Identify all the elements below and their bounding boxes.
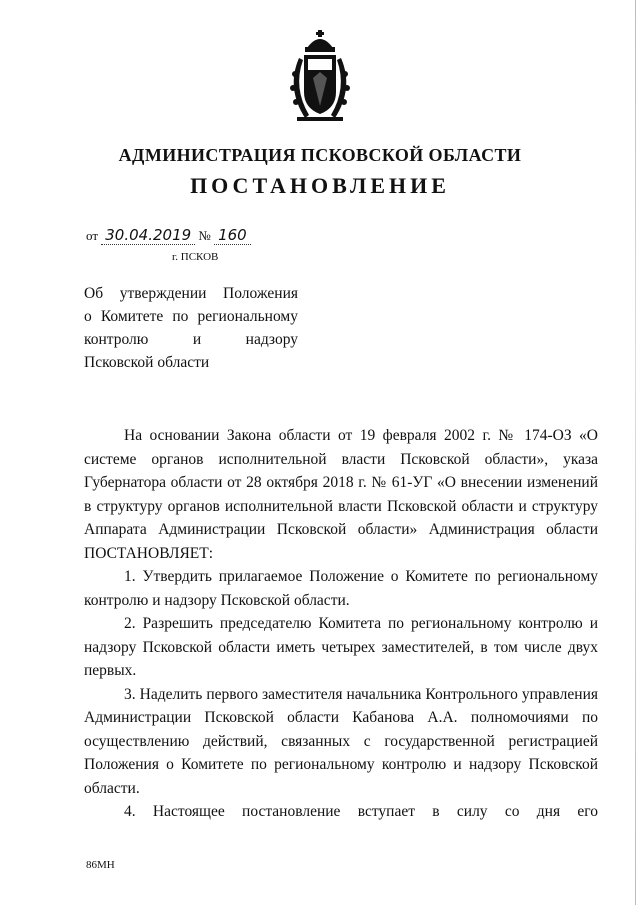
- dateline: [86, 226, 251, 244]
- document-number: 160: [214, 226, 251, 245]
- document-date: 30.04.2019: [101, 226, 195, 245]
- clause-paragraph: 3. Наделить первого заместителя начальника Контрольного управления Администрации Псковской области Кабанова А.А. полномочиями по осуществлению действий, связанных с государственной регистрацией Положения о Комитете по региональному контролю и надзору Псковской области.: [84, 685, 598, 797]
- footer-code: 86МН: [86, 859, 115, 871]
- clause-paragraph: 1. Утвердить прилагаемое Положение о Комитете по региональному контролю и надзору Псковской области.: [84, 568, 598, 609]
- preamble-paragraph: На основании Закона области от 19 февраля 2002 г. № 174-ОЗ «О системе органов исполнительной власти Псковской области», указа Губернатора области от 28 октября 2018 г. № 61-УГ «О внесении изменений в структуру органов исполнительной власти Псковской области и структуру Аппарата Администрации Псковской области» Администрация области ПОСТАНОВЛЯЕТ:: [84, 427, 598, 562]
- scan-edge-line: [635, 0, 636, 905]
- clause-paragraph: 4. Настоящее постановление вступает в силу со дня его: [124, 803, 598, 820]
- subject-line: контролю и надзору: [84, 331, 298, 348]
- document-city: г. ПСКОВ: [172, 251, 219, 263]
- pskov-coat-of-arms-icon: [283, 28, 357, 124]
- clause-paragraph: 2. Разрешить председателю Комитета по региональному контролю и надзору Псковской области иметь четырех заместителей, в том числе двух первых.: [84, 615, 598, 679]
- subject-line: Об утверждении Положения: [84, 285, 298, 302]
- subject-line: Псковской области: [84, 354, 210, 371]
- document-subject: [84, 282, 298, 374]
- organization-title: АДМИНИСТРАЦИЯ ПСКОВСКОЙ ОБЛАСТИ: [118, 145, 522, 165]
- number-label: №: [198, 228, 211, 243]
- document-type-title: ПОСТАНОВЛЕНИЕ: [190, 173, 450, 198]
- date-prefix: от: [86, 228, 99, 243]
- subject-line: о Комитете по региональному: [84, 308, 298, 325]
- document-body: [84, 424, 598, 824]
